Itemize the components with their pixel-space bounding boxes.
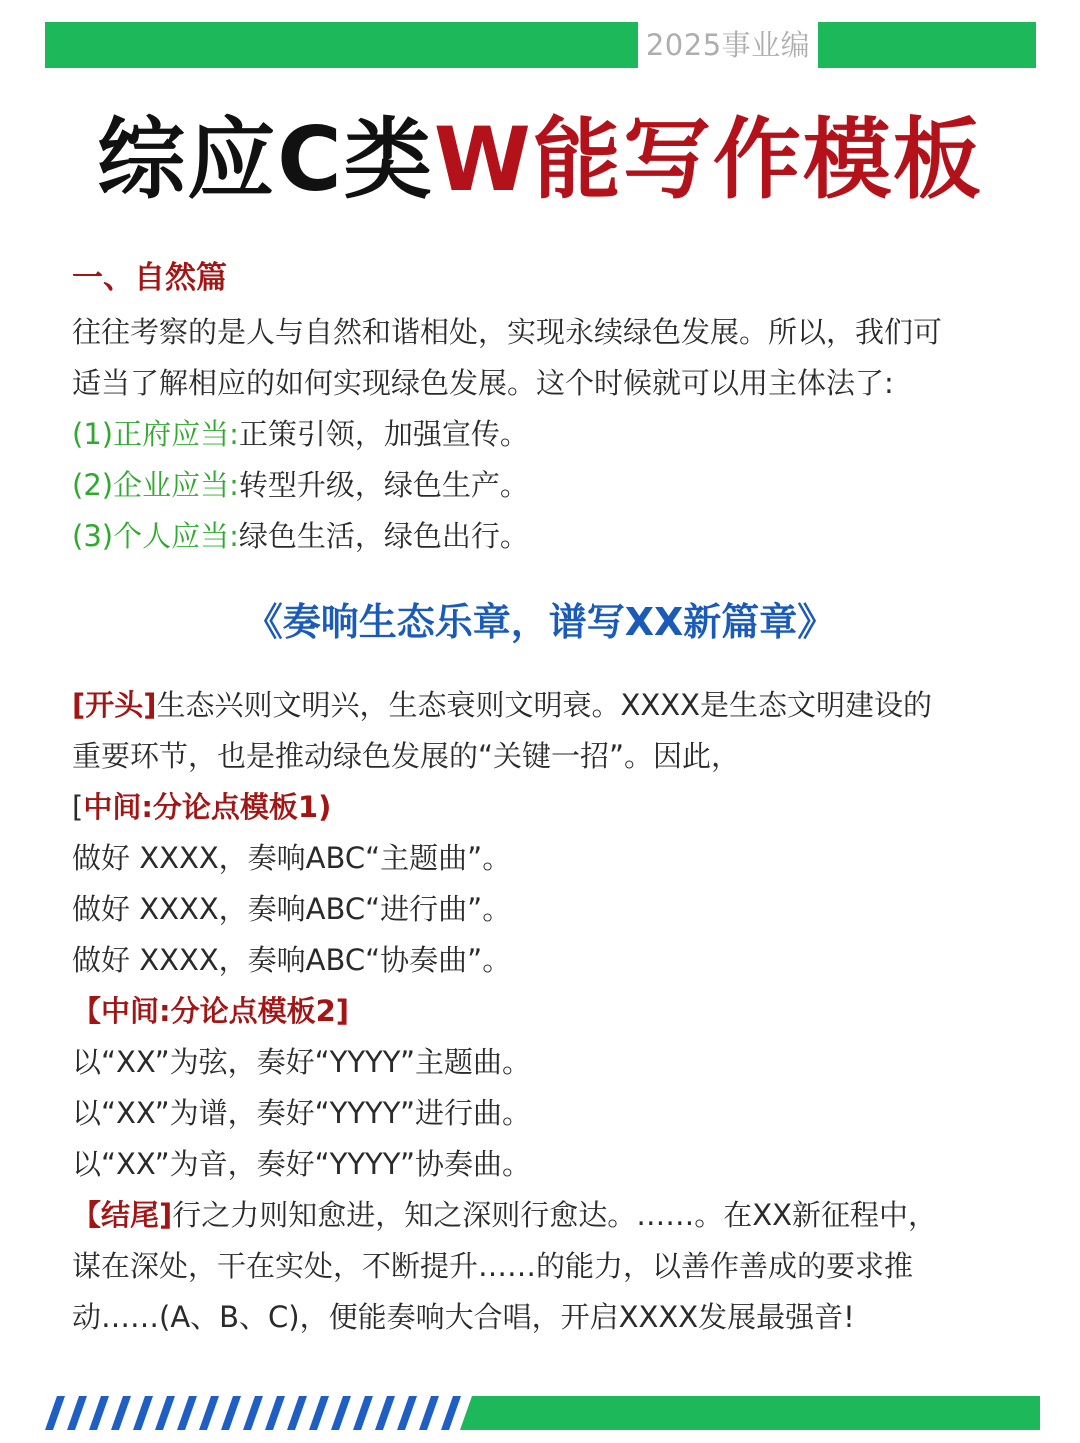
template1-heading <box>72 782 1017 833</box>
footer-stripe <box>243 1396 263 1430</box>
essay-body <box>72 680 1017 1343</box>
footer-stripe <box>177 1396 197 1430</box>
ending-line: 谋在深处，干在实处，不断提升……的能力，以善作善成的要求推 <box>72 1249 914 1283</box>
footer-stripe <box>221 1396 241 1430</box>
opening-line: 重要环节，也是推动绿色发展的“关键一招”。因此， <box>72 739 741 773</box>
footer-stripe <box>155 1396 175 1430</box>
footer-stripe <box>287 1396 307 1430</box>
subject-label: (2)企业应当: <box>72 468 239 502</box>
header-tag: 2025事业编 <box>645 28 811 62</box>
title-black-part: 综应C类 <box>97 108 434 211</box>
header-bar-left <box>45 22 638 68</box>
footer-stripe <box>133 1396 153 1430</box>
subject-label: (1)正府应当: <box>72 417 239 451</box>
ending-text: 行之力则知愈进，知之深则行愈达。……。在XX新征程中， <box>172 1198 938 1232</box>
template2-line: 以“XX”为谱，奏好“YYYY”进行曲。 <box>72 1096 532 1130</box>
page-title <box>0 100 1080 220</box>
ending-label: 【结尾] <box>72 1198 173 1232</box>
essay-title: 《奏响生态乐章，谱写XX新篇章》 <box>244 600 836 644</box>
intro-line: 往往考察的是人与自然和谐相处，实现永续绿色发展。所以，我们可 <box>72 315 943 349</box>
footer-stripe <box>309 1396 329 1430</box>
footer-stripe <box>419 1396 439 1430</box>
template1-line: 做好 XXXX，奏响ABC“进行曲”。 <box>72 892 512 926</box>
subject-text: 转型升级，绿色生产。 <box>238 468 529 502</box>
subject-item <box>72 409 1017 460</box>
title-red-part: W能写作模板 <box>433 108 983 211</box>
footer-stripe <box>397 1396 417 1430</box>
template2-line: 以“XX”为弦，奏好“YYYY”主题曲。 <box>72 1045 532 1079</box>
template2-label: 【中间:分论点模板2] <box>72 994 350 1028</box>
subject-text: 正策引领，加强宣传。 <box>238 417 529 451</box>
footer-stripe <box>67 1396 87 1430</box>
template2-line: 以“XX”为音，奏好“YYYY”协奏曲。 <box>72 1147 532 1181</box>
subject-item <box>72 460 1017 511</box>
opening-label: [开头] <box>72 688 157 722</box>
subject-text: 绿色生活，绿色出行。 <box>238 519 529 553</box>
opening-line <box>72 680 1017 731</box>
footer-stripe <box>199 1396 219 1430</box>
opening-text: 生态兴则文明兴，生态衰则文明衰。XXXX是生态文明建设的 <box>156 688 932 722</box>
footer-stripe <box>375 1396 395 1430</box>
footer-stripe <box>111 1396 131 1430</box>
footer-stripe <box>265 1396 285 1430</box>
footer-stripe <box>89 1396 109 1430</box>
section-heading-nature: 一、自然篇 <box>72 260 227 296</box>
footer-stripe <box>441 1396 461 1430</box>
intro-line: 适当了解相应的如何实现绿色发展。这个时候就可以用主体法了: <box>72 366 894 400</box>
template1-line: 做好 XXXX，奏响ABC“主题曲”。 <box>72 841 512 875</box>
footer-green-bar <box>460 1396 1040 1430</box>
ending-line <box>72 1190 1017 1241</box>
footer-stripe <box>45 1396 65 1430</box>
template1-label: 中间:分论点模板1) <box>83 790 332 824</box>
ending-line: 动……(A、B、C)，便能奏响大合唱，开启XXXX发展最强音! <box>72 1300 855 1334</box>
template1-line: 做好 XXXX，奏响ABC“协奏曲”。 <box>72 943 512 977</box>
footer-stripe <box>331 1396 351 1430</box>
subject-item <box>72 511 1017 562</box>
header-bar-right <box>818 22 1036 68</box>
footer-stripe <box>353 1396 373 1430</box>
template1-bracket: [ <box>72 790 84 824</box>
section-intro <box>72 307 1017 562</box>
subject-label: (3)个人应当: <box>72 519 239 553</box>
footer-stripes <box>45 1396 475 1430</box>
